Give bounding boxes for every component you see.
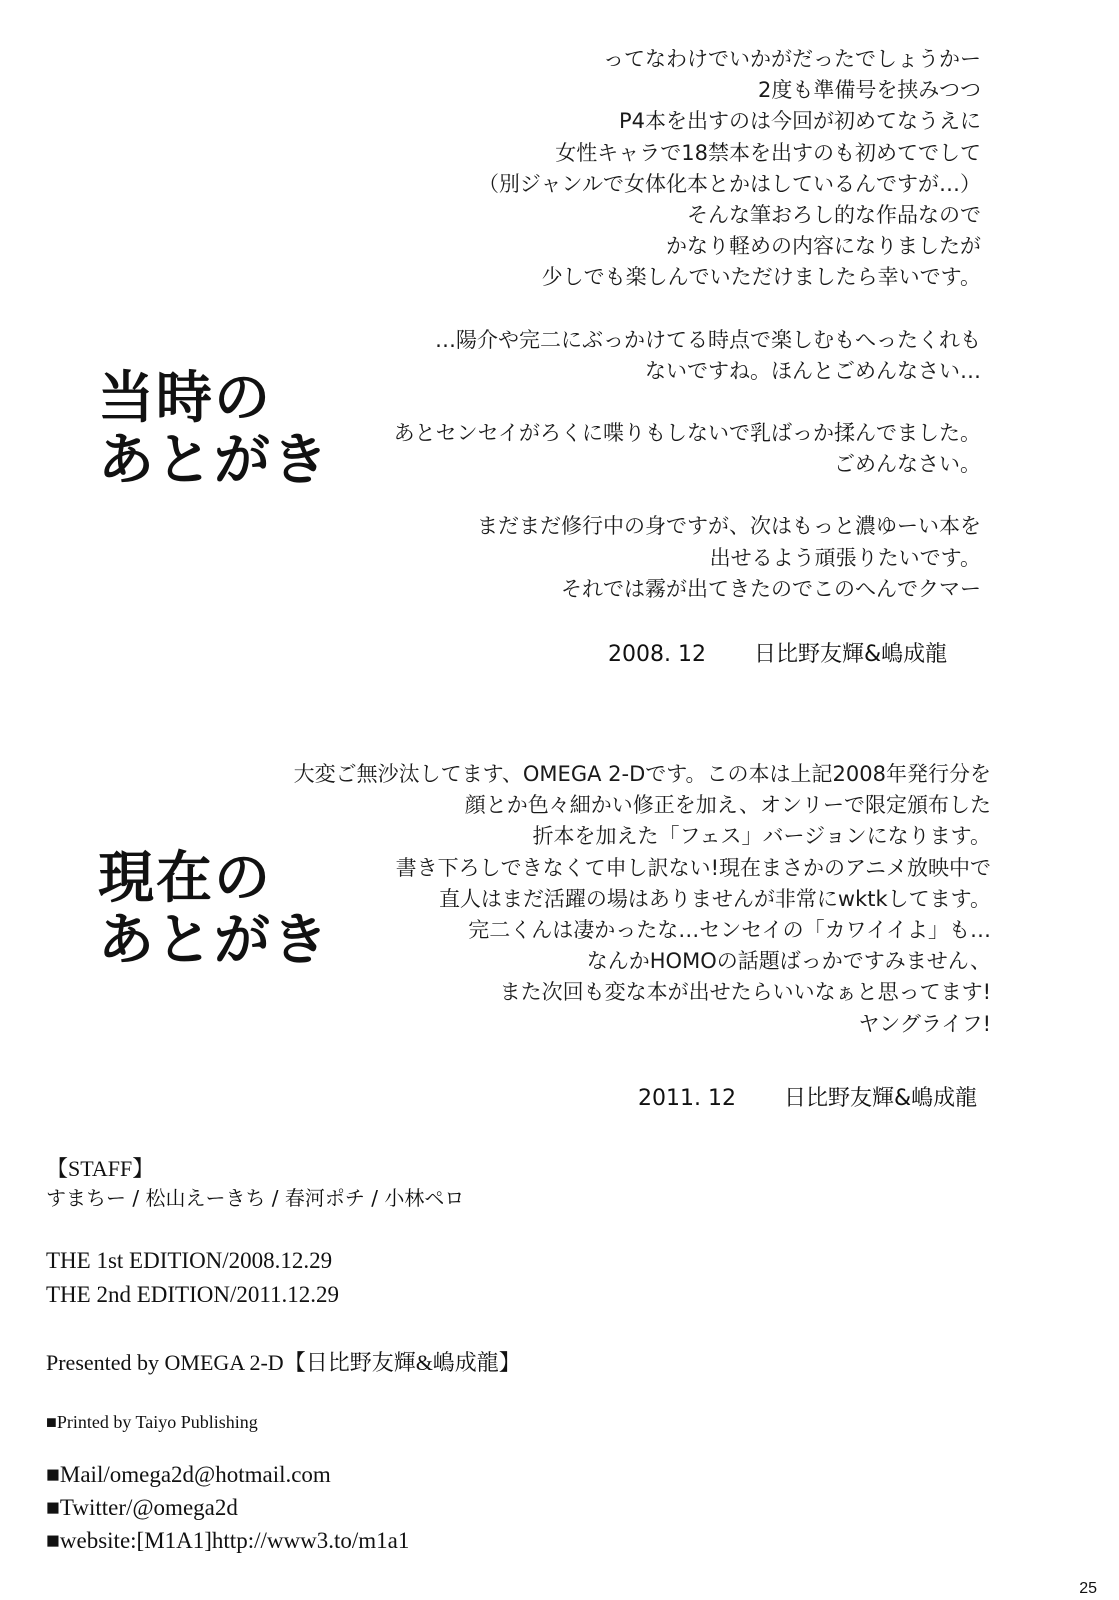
printed-by: ■Printed by Taiyo Publishing <box>46 1412 258 1432</box>
second-edition: THE 2nd EDITION/2011.12.29 <box>46 1282 339 1307</box>
text-line: ヤングライフ! <box>858 1011 991 1036</box>
text-line: …陽介や完二にぶっかけてる時点で楽しむもへったくれも <box>435 327 981 352</box>
text-line: また次回も変な本が出せたらいいなぁと思ってます! <box>499 980 991 1005</box>
heading-line: あとがき <box>98 428 330 493</box>
staff-names: すまちー / 松山えーきち / 春河ポチ / 小林ペロ <box>46 1186 465 1210</box>
text-line: 出せるよう頑張りたいです。 <box>709 545 981 570</box>
text-line: ないですね。ほんとごめんなさい… <box>645 358 981 383</box>
signature-authors: 日比野友輝&嶋成龍 <box>783 1086 978 1111</box>
presented-by: Presented by OMEGA 2-D【日比野友輝&嶋成龍】 <box>46 1350 521 1375</box>
page-number: 25 <box>1079 1580 1097 1597</box>
first-edition: THE 1st EDITION/2008.12.29 <box>46 1248 333 1273</box>
text-line: それでは霧が出てきたのでこのへんでクマー <box>561 576 981 601</box>
afterword-then-signature <box>608 641 947 669</box>
text-line: 女性キャラで18禁本を出すのも初めてでして <box>555 140 981 165</box>
text-line: 完二くんは凄かったな…センセイの「カワイイよ」も… <box>468 918 991 943</box>
text-line: まだまだ修行中の身ですが、次はもっと濃ゆーい本を <box>477 514 981 539</box>
text-line: なんかHOMOの話題ばっかですみません、 <box>586 949 991 974</box>
text-line: P4本を出すのは今回が初めてなうえに <box>618 109 981 134</box>
afterword-then-text <box>394 44 981 605</box>
text-line: （別ジャンルで女体化本とかはしているんですが…） <box>477 171 981 196</box>
text-line: ごめんなさい。 <box>834 452 981 477</box>
afterword-now-signature <box>638 1085 977 1113</box>
heading-line: 当時の <box>98 366 272 431</box>
contact-twitter: ■Twitter/@omega2d <box>46 1495 238 1520</box>
afterword-now-text <box>294 759 991 1040</box>
contact-website: ■website:[M1A1]http://www3.to/m1a1 <box>46 1528 410 1553</box>
text-line: 大変ご無沙汰してます、OMEGA 2-Dです。この本は上記2008年発行分を <box>293 762 991 786</box>
text-line: 2度も準備号を挟みつつ <box>758 78 981 103</box>
signature-date: 2011. 12 <box>638 1086 736 1111</box>
text-line: あとセンセイがろくに喋りもしないで乳ばっか揉んでました。 <box>393 421 981 446</box>
signature-date: 2008. 12 <box>608 642 706 667</box>
text-line: ってなわけでいかがだったでしょうかー <box>603 47 981 71</box>
text-line: かなり軽めの内容になりましたが <box>666 234 981 259</box>
contact-mail: ■Mail/omega2d@hotmail.com <box>46 1462 331 1487</box>
text-line: 折本を加えた「フェス」バージョンになります。 <box>532 824 991 849</box>
staff-label: 【STAFF】 <box>46 1156 155 1181</box>
heading-line: あとがき <box>98 908 330 973</box>
signature-authors: 日比野友輝&嶋成龍 <box>753 642 948 667</box>
text-line: 直人はまだ活躍の場はありませんが非常にwktkしてます。 <box>438 886 991 911</box>
text-line: 顔とか色々細かい修正を加え、オンリーで限定頒布した <box>464 793 991 818</box>
text-line: 書き下ろしできなくて申し訳ない!現在まさかのアニメ放映中で <box>395 855 991 880</box>
text-line: そんな筆おろし的な作品なので <box>687 203 981 228</box>
heading-line: 現在の <box>98 846 272 911</box>
text-line: 少しでも楽しんでいただけましたら幸いです。 <box>541 265 981 290</box>
afterword-then-heading <box>98 368 330 492</box>
